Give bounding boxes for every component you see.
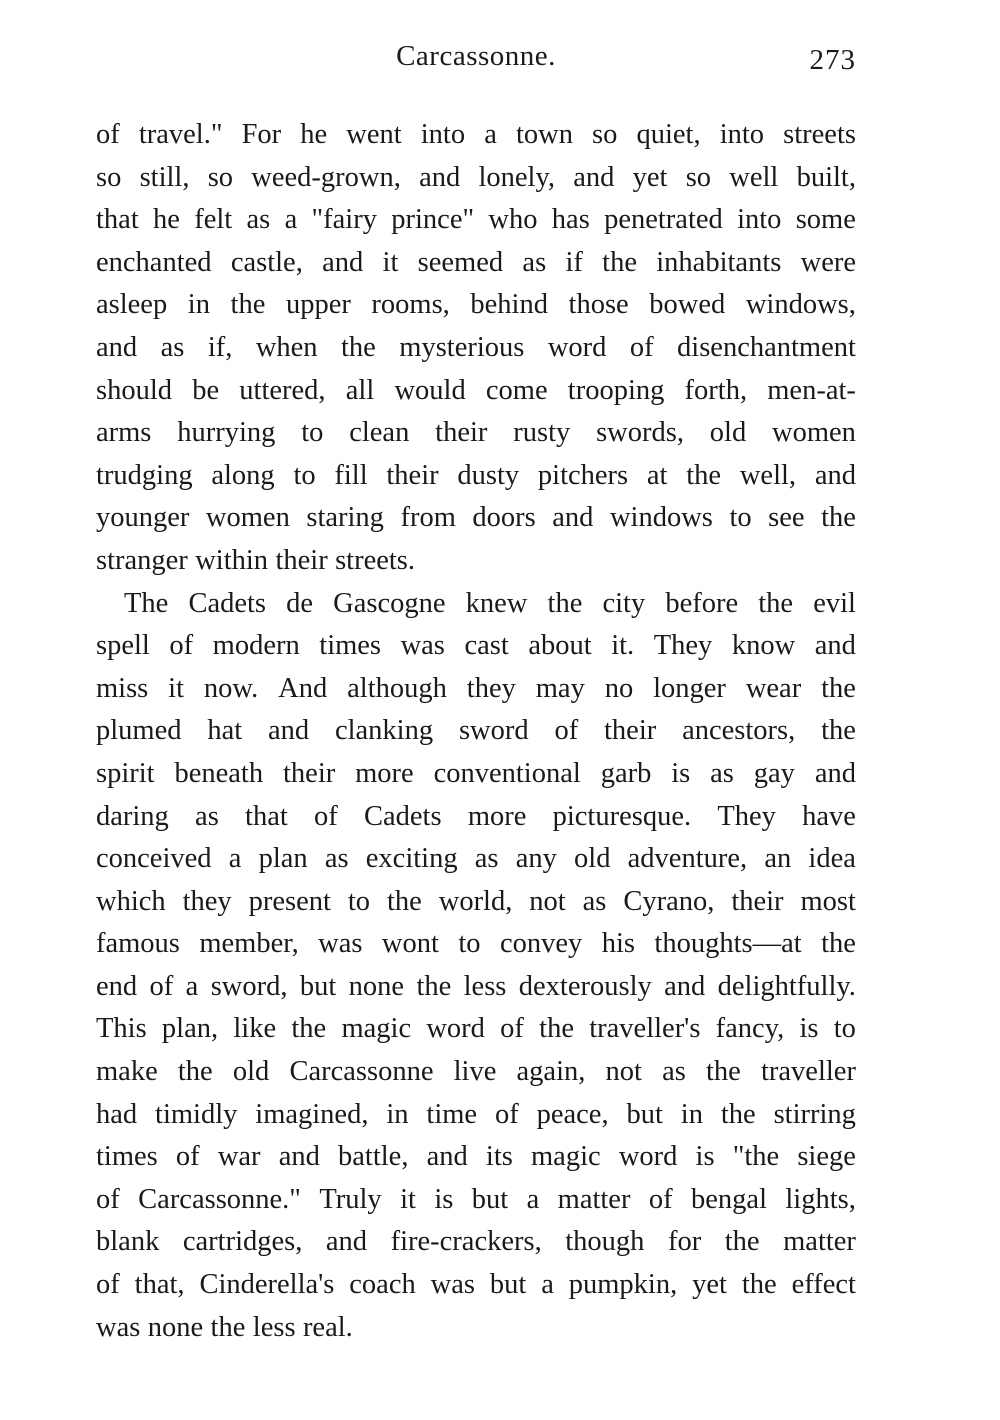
text-line: end of a sword, but none the less dexterously and delightfully. — [96, 970, 856, 1002]
text-line: make the old Carcassonne live again, not as the traveller — [96, 1056, 856, 1088]
text-line: stranger within their streets. — [96, 544, 416, 576]
text-line: spirit beneath their more conventional garb is as gay and — [96, 757, 856, 789]
text-line: of travel." For he went into a town so quiet, into streets — [96, 119, 856, 150]
text-line: This plan, like the magic word of the traveller's fancy, is to — [96, 1013, 856, 1045]
book-page — [96, 40, 856, 1349]
text-line: and as if, when the mysterious word of disenchantment — [96, 331, 856, 363]
text-line: trudging along to fill their dusty pitchers at the well, and — [96, 459, 856, 491]
text-line: spell of modern times was cast about it. They know and — [96, 630, 856, 662]
running-title: Carcassonne. — [396, 40, 556, 72]
text-line: times of war and battle, and its magic word is "the siege — [96, 1141, 856, 1173]
page-number: 273 — [809, 44, 856, 76]
text-line: had timidly imagined, in time of peace, but in the stirring — [96, 1098, 856, 1130]
running-head — [96, 40, 856, 90]
paragraph — [96, 583, 856, 1350]
text-line: The Cadets de Gascogne knew the city before the evil — [124, 587, 856, 619]
body-text — [96, 114, 856, 1349]
text-line: that he felt as a "fairy prince" who has penetrated into some — [96, 204, 856, 236]
text-line: famous member, was wont to convey his thoughts—at the — [96, 928, 856, 960]
text-line: asleep in the upper rooms, behind those bowed windows, — [96, 289, 856, 321]
text-line: should be uttered, all would come trooping forth, men-at- — [96, 374, 856, 406]
text-line: enchanted castle, and it seemed as if the inhabitants were — [96, 246, 856, 278]
text-line: of Carcassonne." Truly it is but a matter of bengal lights, — [96, 1183, 856, 1215]
text-line: daring as that of Cadets more picturesque. They have — [96, 800, 856, 832]
paragraph — [96, 114, 856, 583]
text-line: arms hurrying to clean their rusty swords, old women — [96, 417, 856, 449]
text-line: blank cartridges, and fire-crackers, though for the matter — [96, 1226, 856, 1258]
text-line: conceived a plan as exciting as any old adventure, an idea — [96, 843, 856, 875]
text-line: so still, so weed-grown, and lonely, and yet so well built, — [96, 161, 856, 193]
text-line: of that, Cinderella's coach was but a pumpkin, yet the effect — [96, 1269, 856, 1301]
text-line: younger women staring from doors and windows to see the — [96, 502, 856, 534]
text-line: which they present to the world, not as Cyrano, their most — [96, 885, 856, 917]
text-line: plumed hat and clanking sword of their ancestors, the — [96, 715, 856, 747]
text-line: miss it now. And although they may no longer wear the — [96, 672, 856, 704]
text-line: was none the less real. — [96, 1311, 353, 1343]
